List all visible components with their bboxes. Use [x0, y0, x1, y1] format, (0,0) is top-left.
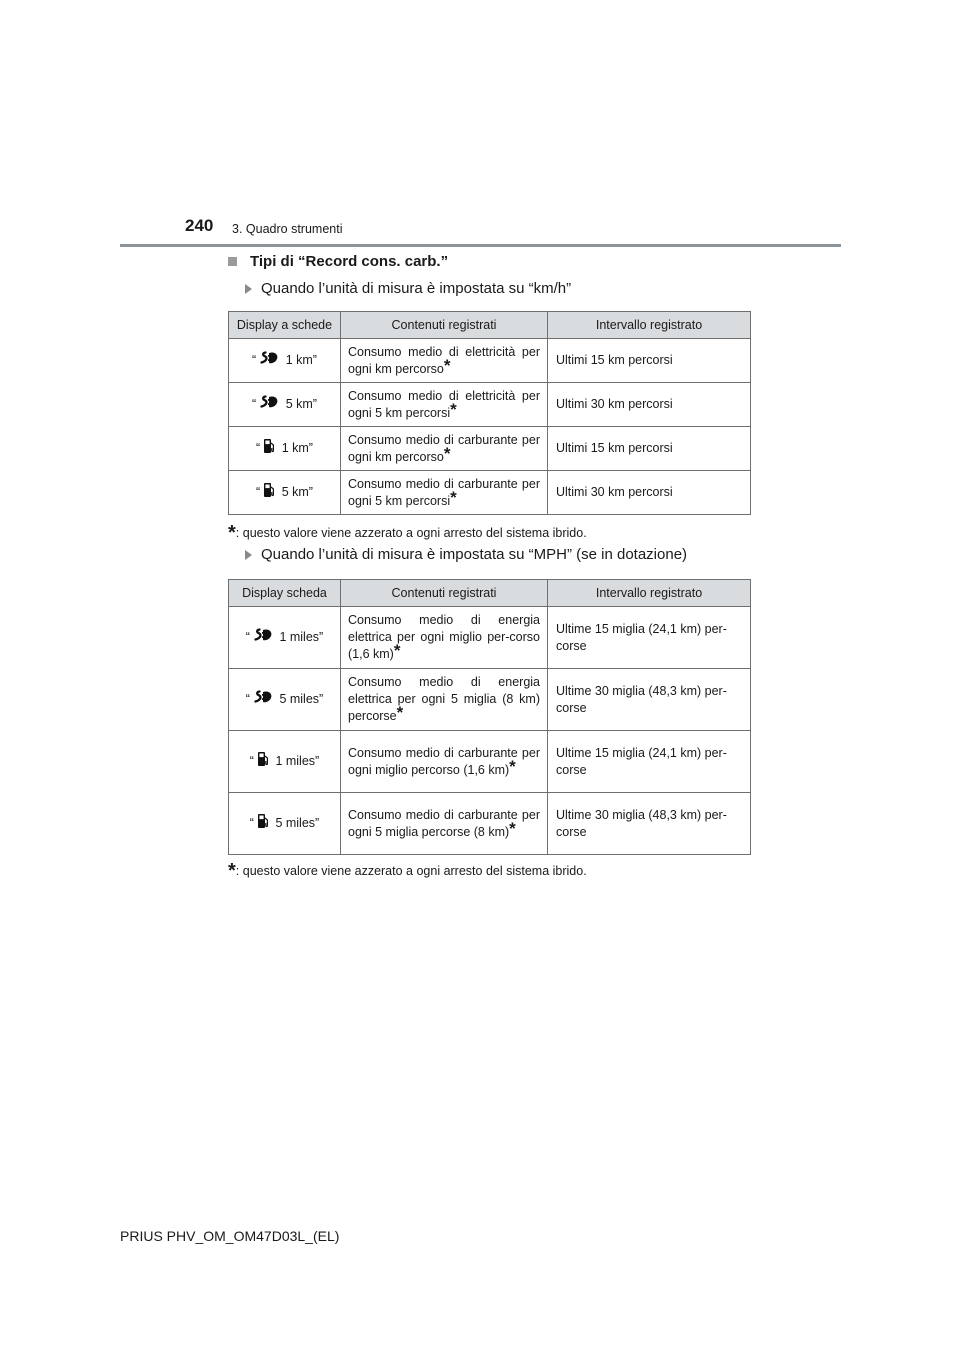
- section-heading: [228, 253, 448, 270]
- table-row: [229, 471, 751, 515]
- table-header-row: [229, 312, 751, 339]
- chapter-title: 3. Quadro strumenti: [232, 222, 343, 236]
- page-number: 240: [185, 216, 214, 235]
- column-header: Display scheda: [229, 580, 341, 607]
- table-row: [229, 383, 751, 427]
- display-cell: [229, 669, 341, 731]
- fuel-pump-icon: [257, 751, 269, 772]
- document-code: PRIUS PHV_OM_OM47D03L_(EL): [120, 1228, 340, 1244]
- column-header: Intervallo registrato: [548, 580, 751, 607]
- km-subheading: [245, 280, 571, 297]
- content-text: Consumo medio di elettricità per ogni km percorso: [348, 344, 540, 376]
- content-cell: [341, 339, 548, 383]
- footnote-asterisk: *: [228, 522, 236, 544]
- ev-plug-icon: [253, 690, 273, 709]
- footnote-marker: *: [509, 756, 516, 776]
- footnote-marker: *: [396, 703, 404, 722]
- ev-plug-icon: [259, 395, 279, 414]
- distance-label: 5 km”: [278, 484, 313, 499]
- content-text: Consumo medio di carburante per ogni 5 miglia percorse (8 km): [348, 807, 540, 839]
- distance-label: 1 miles”: [271, 753, 320, 768]
- column-header: Intervallo registrato: [548, 312, 751, 339]
- open-quote: “: [245, 629, 250, 644]
- table-row: [229, 607, 751, 669]
- open-quote: “: [245, 691, 250, 706]
- square-bullet-icon: [228, 257, 237, 266]
- footnote-marker: *: [393, 641, 401, 660]
- content-cell: [341, 471, 548, 515]
- record-table-km: [228, 311, 751, 515]
- footnote-asterisk: *: [228, 860, 236, 882]
- interval-cell: Ultimi 15 km percorsi: [548, 339, 751, 383]
- content-cell: [341, 427, 548, 471]
- triangle-bullet-icon: [245, 550, 252, 560]
- km-footnote: [228, 522, 587, 545]
- content-cell: [341, 731, 548, 793]
- open-quote: “: [252, 352, 257, 367]
- display-cell: [229, 607, 341, 669]
- content-text: Consumo medio di energia elettrica per ogni miglio per-corso (1,6 km): [348, 613, 540, 661]
- content-cell: [341, 793, 548, 855]
- open-quote: “: [256, 440, 261, 455]
- footnote-text: : questo valore viene azzerato a ogni arresto del sistema ibrido.: [235, 864, 587, 878]
- table-row: [229, 427, 751, 471]
- display-cell: [229, 731, 341, 793]
- mph-subheading: [245, 546, 687, 563]
- interval-cell: Ultimi 30 km percorsi: [548, 383, 751, 427]
- column-header: Contenuti registrati: [341, 580, 548, 607]
- header-rule: [120, 244, 841, 247]
- distance-label: 1 miles”: [275, 629, 324, 644]
- ev-plug-icon: [253, 628, 273, 647]
- table-row: [229, 731, 751, 793]
- content-text: Consumo medio di energia elettrica per ogni 5 miglia (8 km) percorse: [348, 675, 540, 723]
- interval-cell: Ultime 15 miglia (24,1 km) per-corse: [548, 731, 751, 793]
- table-header-row: [229, 580, 751, 607]
- footnote-marker: *: [443, 443, 451, 463]
- display-cell: [229, 471, 341, 515]
- open-quote: “: [256, 484, 261, 499]
- display-cell: [229, 793, 341, 855]
- km-subheading-text: Quando l’unità di misura è impostata su “km/h”: [261, 280, 572, 297]
- open-quote: “: [249, 753, 254, 768]
- open-quote: “: [252, 396, 257, 411]
- content-text: Consumo medio di carburante per ogni 5 km percorsi: [348, 476, 540, 508]
- footnote-text: : questo valore viene azzerato a ogni arresto del sistema ibrido.: [235, 526, 587, 540]
- content-cell: [341, 669, 548, 731]
- interval-cell: Ultimi 30 km percorsi: [548, 471, 751, 515]
- column-header: Contenuti registrati: [341, 312, 548, 339]
- display-cell: [229, 339, 341, 383]
- distance-label: 1 km”: [282, 352, 317, 367]
- interval-cell: Ultimi 15 km percorsi: [548, 427, 751, 471]
- mph-footnote: [228, 860, 587, 883]
- interval-cell: Ultime 30 miglia (48,3 km) per-corse: [548, 669, 751, 731]
- mph-subheading-text: Quando l’unità di misura è impostata su “MPH” (se in dotazione): [261, 546, 688, 563]
- table-row: [229, 793, 751, 855]
- distance-label: 5 miles”: [275, 691, 324, 706]
- column-header: Display a schede: [229, 312, 341, 339]
- footnote-marker: *: [450, 399, 457, 419]
- footnote-marker: *: [509, 818, 516, 838]
- content-cell: [341, 607, 548, 669]
- footnote-marker: *: [443, 355, 451, 375]
- ev-plug-icon: [259, 351, 279, 370]
- fuel-pump-icon: [263, 482, 275, 503]
- table-row: [229, 669, 751, 731]
- fuel-pump-icon: [263, 438, 275, 459]
- content-text: Consumo medio di elettricità per ogni 5 km percorsi: [348, 388, 540, 420]
- display-cell: [229, 427, 341, 471]
- content-text: Consumo medio di carburante per ogni km percorso: [348, 432, 540, 464]
- open-quote: “: [249, 815, 254, 830]
- table-row: [229, 339, 751, 383]
- section-heading-text: Tipi di “Record cons. carb.”: [250, 253, 449, 270]
- footnote-marker: *: [450, 487, 457, 507]
- distance-label: 5 km”: [282, 396, 317, 411]
- content-cell: [341, 383, 548, 427]
- triangle-bullet-icon: [245, 284, 252, 294]
- fuel-pump-icon: [257, 813, 269, 834]
- record-table-mph: [228, 579, 751, 855]
- interval-cell: Ultime 30 miglia (48,3 km) per-corse: [548, 793, 751, 855]
- display-cell: [229, 383, 341, 427]
- distance-label: 5 miles”: [271, 815, 320, 830]
- distance-label: 1 km”: [278, 440, 313, 455]
- interval-cell: Ultime 15 miglia (24,1 km) per-corse: [548, 607, 751, 669]
- content-text: Consumo medio di carburante per ogni miglio percorso (1,6 km): [348, 745, 540, 777]
